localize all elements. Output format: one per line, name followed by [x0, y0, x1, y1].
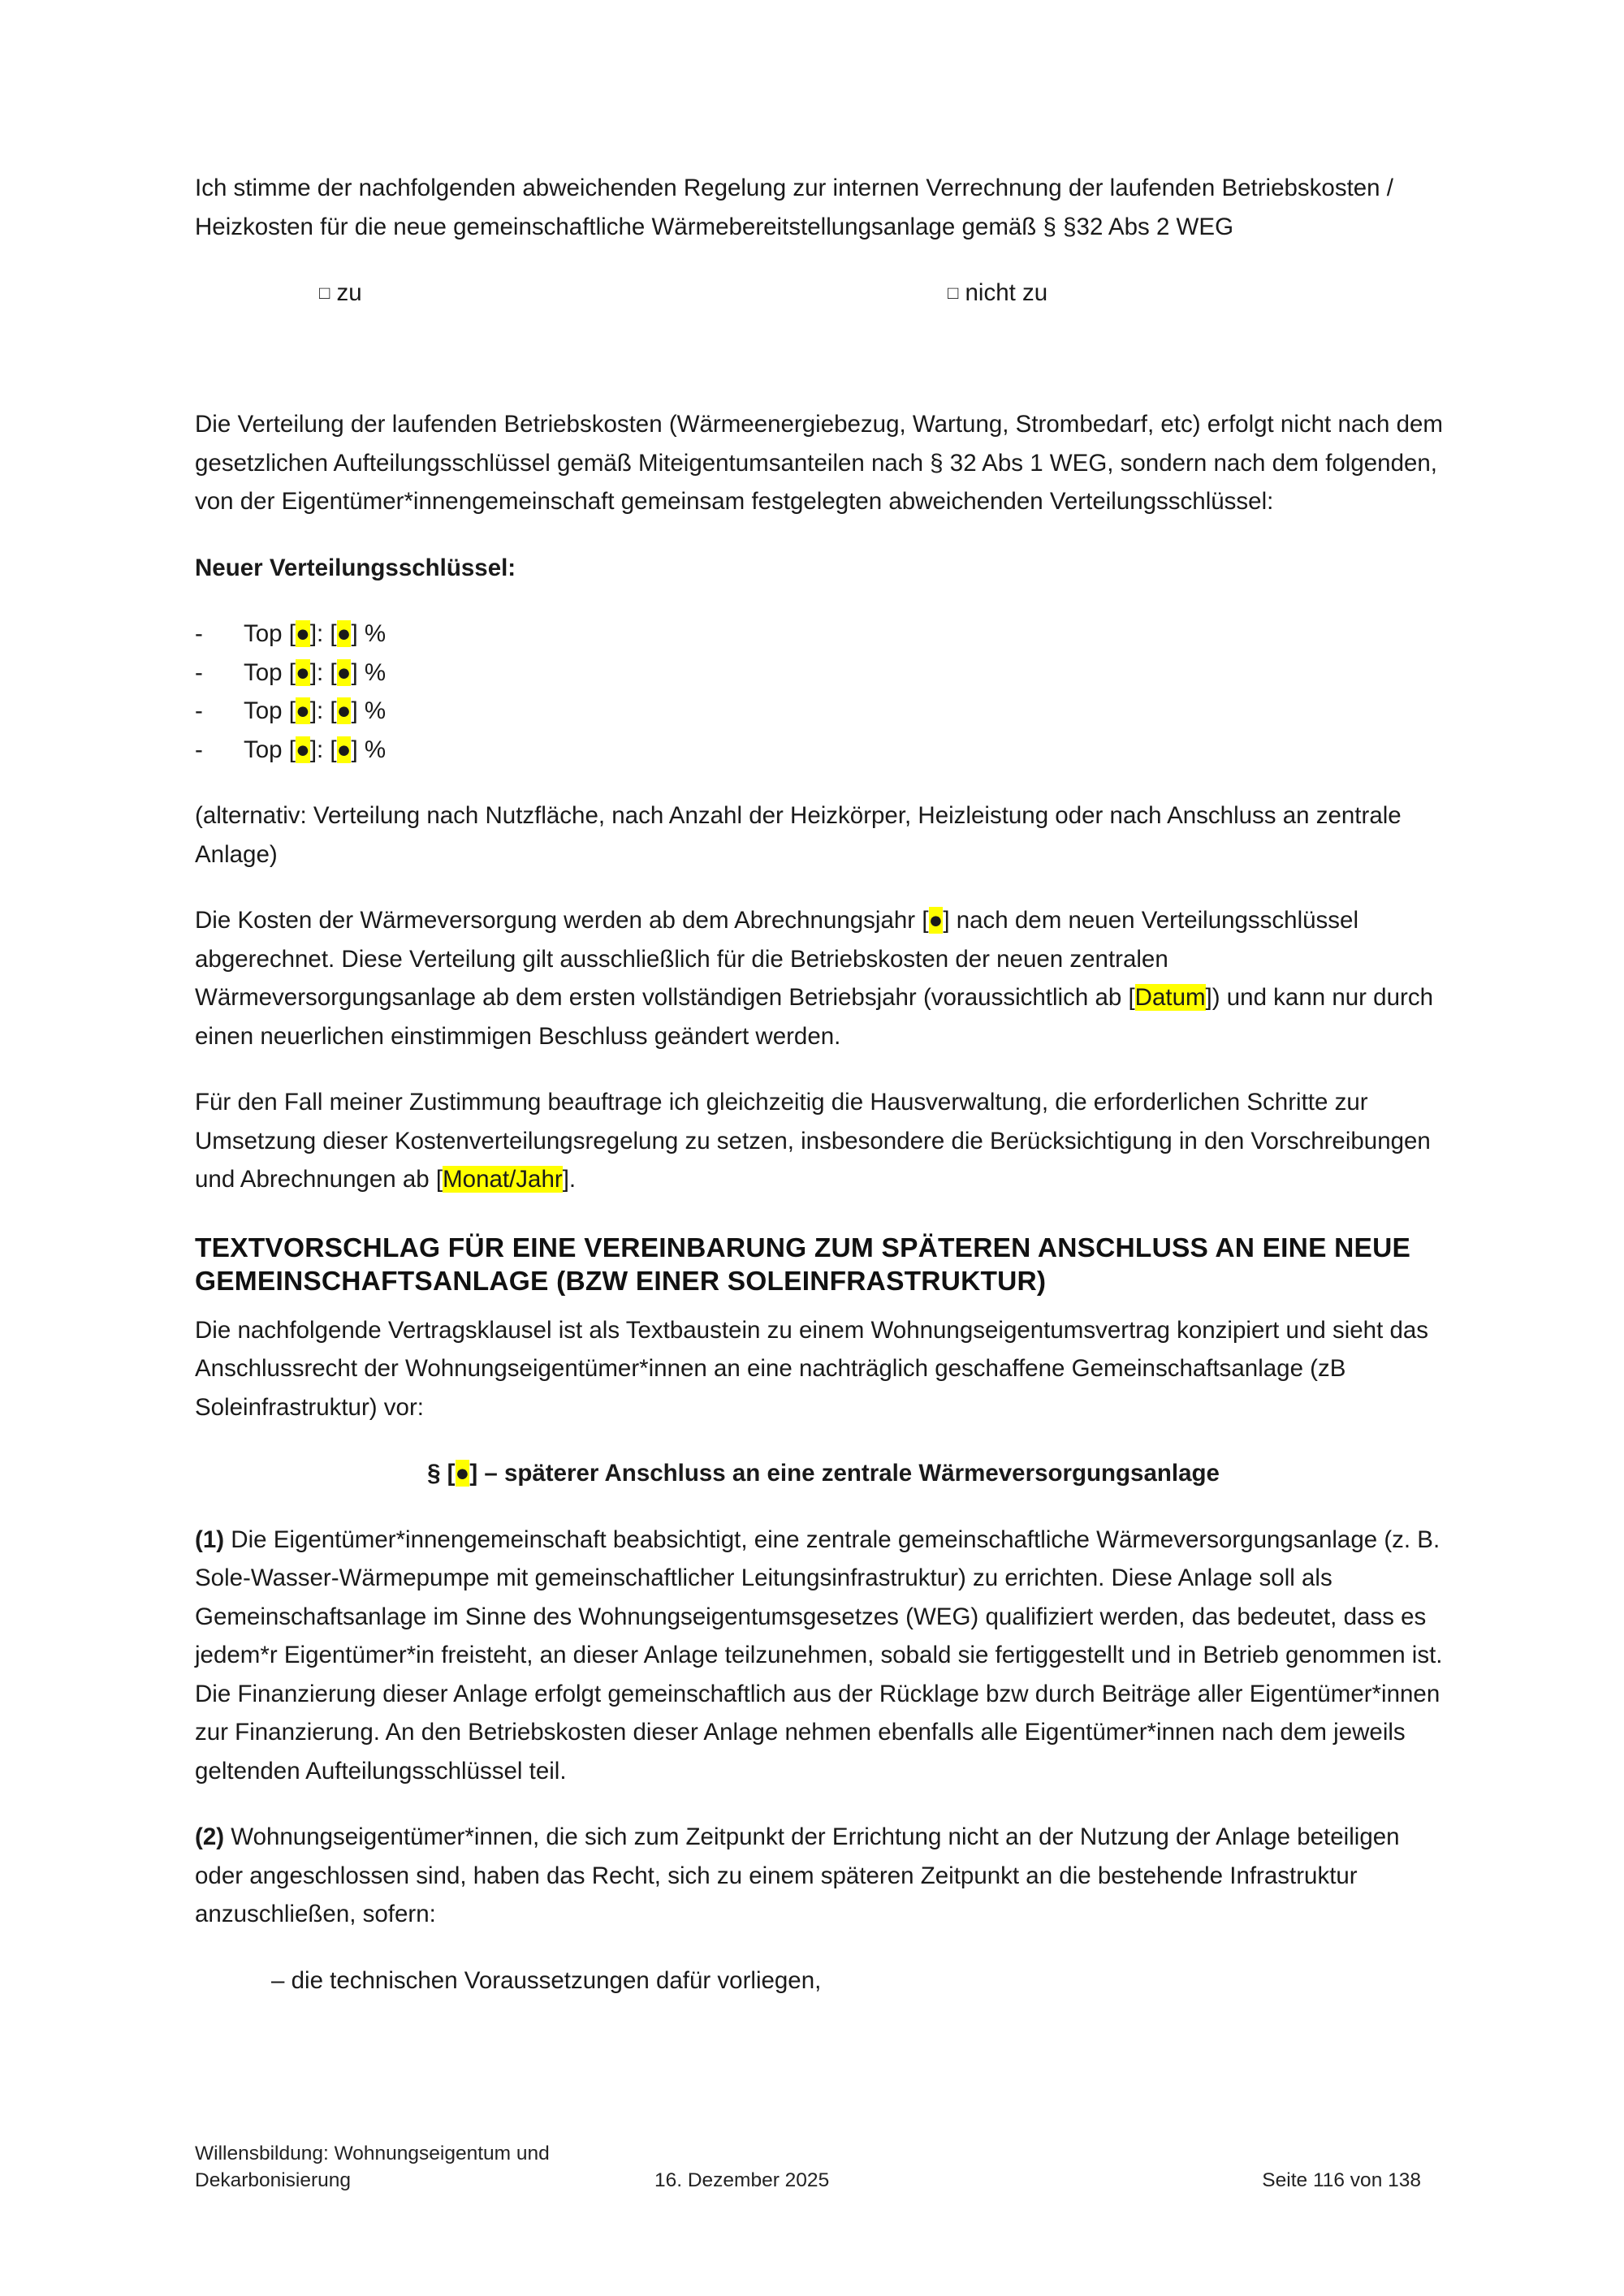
placeholder-mark: ● [295, 697, 310, 724]
placeholder-mark: ● [336, 697, 352, 724]
placeholder-datum: Datum [1134, 984, 1206, 1011]
consent-options [195, 274, 1452, 313]
placeholder-mark: ● [336, 736, 352, 763]
list-dash: - [195, 620, 203, 647]
placeholder-mark: ● [928, 907, 944, 934]
condition-item: – die technischen Voraussetzungen dafür vorliegen, [271, 1966, 822, 1994]
section-intro: Die nachfolgende Vertragsklausel ist als Textbaustein zu einem Wohnungseigentumsvertrag konzipiert und sieht das Anschlussrecht der Wohnungseigentümer*innen an eine nachträglich geschaffene Gemeinschaftsanlage (zB Soleinfrastruktur) vor: [195, 1316, 1429, 1421]
item-separator: : [317, 736, 324, 763]
alternative-note: (alternativ: Verteilung nach Nutzfläche, nach Anzahl der Heizkörper, Heizleistung oder nach Anschluss an zentrale Anlage) [195, 802, 1402, 868]
distribution-key-list [195, 615, 1452, 769]
footer-document-title: Willensbildung: Wohnungseigentum und Dekarbonisierung [195, 2143, 550, 2191]
checkbox-icon[interactable]: □ [948, 283, 959, 303]
placeholder-monat-jahr: Monat/Jahr [443, 1166, 563, 1193]
placeholder-mark: ● [295, 658, 310, 686]
authorization-text-1: Für den Fall meiner Zustimmung beauftrage ich gleichzeitig die Hausverwaltung, die erforderlichen Schritte zur Umsetzung dieser Kostenverteilungsregelung zu setzen, insbesondere die Berücksichtigung in den Vorschreibungen und Abrechnungen ab [ [195, 1089, 1431, 1193]
item-unit: % [364, 658, 387, 686]
list-dash: - [195, 697, 203, 724]
clause-1 [195, 1521, 1452, 1791]
placeholder-mark: ● [295, 736, 310, 763]
item-label: Top [244, 658, 283, 686]
item-separator: : [317, 697, 324, 724]
placeholder-mark: ● [295, 620, 310, 647]
clause-2 [195, 1818, 1452, 1934]
list-item: - Top [●]: [●] % [195, 615, 1452, 654]
item-unit: % [364, 736, 387, 763]
item-separator: : [317, 658, 324, 686]
list-item: - Top [●]: [●] % [195, 654, 1452, 693]
authorization-text-2: ]. [562, 1166, 577, 1193]
list-item: - Top [●]: [●] % [195, 692, 1452, 731]
placeholder-mark: ● [336, 620, 352, 647]
authorization-paragraph [195, 1083, 1452, 1199]
billing-text-3: ]) und kann nur durch einen neuerlichen einstimmigen Beschluss geändert werden. [195, 984, 1433, 1050]
clause-title-text: ] – späterer Anschluss an eine zentrale Wärmeversorgungsanlage [469, 1460, 1220, 1487]
item-label: Top [244, 736, 283, 763]
placeholder-mark: ● [336, 658, 352, 686]
billing-text-1: Die Kosten der Wärmeversorgung werden ab dem Abrechnungsjahr [ [195, 907, 929, 934]
keys-heading: Neuer Verteilungsschlüssel: [195, 554, 516, 581]
clause-title [195, 1454, 1452, 1493]
consent-statement: Ich stimme der nachfolgenden abweichenden Regelung zur internen Verrechnung der laufenden Betriebskosten / Heizkosten für die neue gemeinschaftliche Wärmebereitstellungsanlage gemäß § §32 Abs 2 WEG [195, 175, 1393, 240]
list-dash: - [195, 658, 203, 686]
clause-number: (1) [195, 1526, 225, 1553]
footer-date: 16. Dezember 2025 [654, 2169, 830, 2191]
item-label: Top [244, 620, 283, 647]
checkbox-icon[interactable]: □ [319, 283, 330, 303]
item-unit: % [364, 620, 387, 647]
option-nicht-zu-label: nicht zu [965, 279, 1048, 306]
option-nicht-zu[interactable] [948, 274, 1047, 314]
billing-text-2: ] nach dem neuen Verteilungsschlüssel abgerechnet. Diese Verteilung gilt ausschließlich für die Betriebskosten der neuen zentralen Wärmeversorgungsanlage ab dem ersten vollständigen Betriebsjahr (voraussichtlich ab [ [195, 907, 1358, 1011]
item-separator: : [317, 620, 324, 647]
cost-distribution-paragraph: Die Verteilung der laufenden Betriebskosten (Wärmeenergiebezug, Wartung, Strombedarf, etc) erfolgt nicht nach dem gesetzlichen Aufteilungsschlüssel gemäß Miteigentumsanteilen nach § 32 Abs 1 WEG, sondern nach dem folgenden, von der Eigentümer*innengemeinschaft gemeinsam festgelegten abweichenden Verteilungsschlüssel: [195, 411, 1443, 515]
footer-page-number: Seite 116 von 138 [1262, 2169, 1421, 2191]
section-heading: TEXTVORSCHLAG FÜR EINE VEREINBARUNG ZUM SPÄTEREN ANSCHLUSS AN EINE NEUE GEMEINSCHAFTSANLAGE (BZW EINER SOLEINFRASTRUKTUR) [195, 1232, 1411, 1297]
item-unit: % [364, 697, 387, 724]
list-dash: - [195, 736, 203, 763]
clause-text: Die Eigentümer*innengemeinschaft beabsichtigt, eine zentrale gemeinschaftliche Wärmeversorgungsanlage (z. B. Sole-Wasser-Wärmepumpe mit gemeinschaftlicher Leitungsinfrastruktur) zu errichten. Diese Anlage soll als Gemeinschaftsanlage im Sinne des Wohnungseigentumsgesetzes (WEG) qualifiziert werden, das bedeutet, dass es jedem*r Eigentümer*in freisteht, an dieser Anlage teilzunehmen, sobald sie fertiggestellt und in Betrieb genommen ist. Die Finanzierung dieser Anlage erfolgt gemeinschaftlich aus der Rücklage bzw durch Beiträge aller Eigentümer*innen zur Finanzierung. An den Betriebskosten dieser Anlage nehmen ebenfalls alle Eigentümer*innen nach dem jeweils geltenden Aufteilungsschlüssel teil. [195, 1526, 1443, 1785]
clause-number: (2) [195, 1823, 225, 1850]
list-item: - Top [●]: [●] % [195, 731, 1452, 770]
option-zu[interactable] [319, 274, 362, 314]
clause-title-prefix: § [ [427, 1460, 456, 1487]
clause-text: Wohnungseigentümer*innen, die sich zum Zeitpunkt der Errichtung nicht an der Nutzung der Anlage beteiligen oder angeschlossen sind, haben das Recht, sich zu einem späteren Zeitpunkt an die bestehende Infrastruktur anzuschließen, sofern: [195, 1823, 1400, 1927]
placeholder-mark: ● [455, 1460, 470, 1487]
page-content [195, 169, 1452, 2000]
item-label: Top [244, 697, 283, 724]
billing-paragraph [195, 901, 1452, 1055]
option-zu-label: zu [336, 279, 362, 306]
